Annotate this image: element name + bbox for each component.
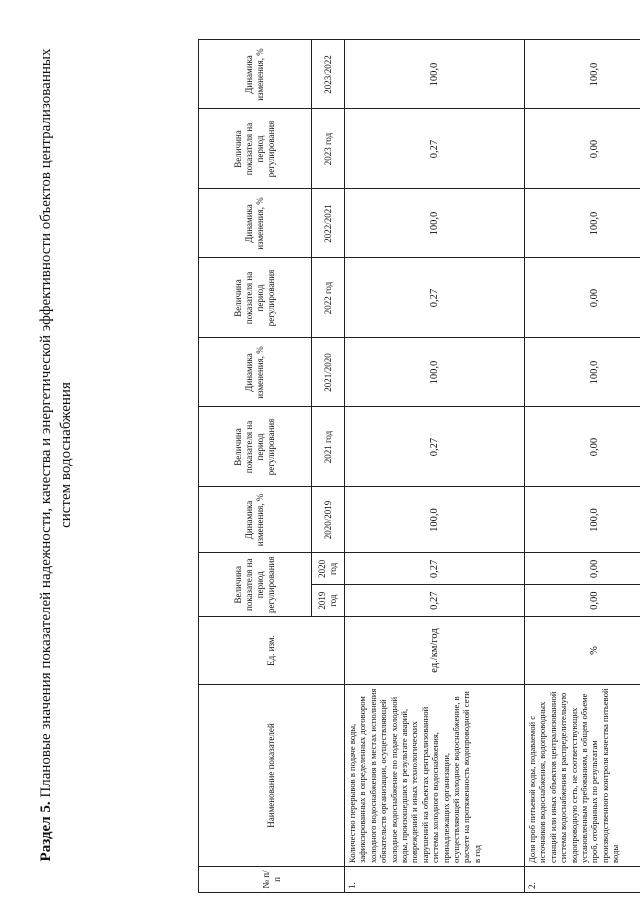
- row-value-2019: 0,00: [525, 585, 640, 617]
- section-title: [36, 45, 76, 865]
- row-indicator-name: Доля проб питьевой воды, подаваемой с источников водоснабжения, водопроводных станций или иных объектов централизованной системы водоснабжения в распределительную водопроводную сеть, не соответствующих установленным требованиям, в общем объеме проб, отобранных по результатам производственного контроля качества питьевой воды: [525, 685, 640, 867]
- row-dyn-2022: 100,0: [345, 189, 525, 258]
- header-year-2021: 2021 год: [312, 407, 345, 487]
- title-line-1: Плановые значения показателей надежности, качества и энергетической эффективности объектов централизованных: [38, 48, 54, 802]
- row-value-2023: 0,00: [525, 109, 640, 189]
- header-value-2022: Величина показателя на период регулирования: [199, 258, 312, 338]
- row-indicator-name: Количество перерывов в подаче воды, зафиксированных в определенных договором холодного водоснабжения в местах исполнения обязательств организации, осуществляющей холодное водоснабжение по подаче холодной воды, произошедших в результате аварий, повреждений и иных технологических нарушений на объектах централизованной системы холодного водоснабжения, принадлежащих организации, осуществляющей холодное водоснабжение, в расчете на протяженность водопроводной сети в год: [345, 685, 525, 867]
- row-num: 2.: [525, 867, 640, 893]
- row-unit: ед./км/год: [345, 617, 525, 685]
- row-num: 1.: [345, 867, 525, 893]
- header-value-2023: Величина показателя на период регулирования: [199, 109, 312, 189]
- header-year-2023: 2023 год: [312, 109, 345, 189]
- header-unit: Ед. изм.: [199, 617, 345, 685]
- row-dyn-2023: 100,0: [345, 40, 525, 109]
- header-dyn-2020: Динамика изменения, %: [199, 487, 312, 553]
- header-period-2022: 2022/2021: [312, 189, 345, 258]
- header-value-2021: Величина показателя на период регулирования: [199, 407, 312, 487]
- row-value-2023: 0,27: [345, 109, 525, 189]
- row-value-2020: 0,27: [345, 553, 525, 585]
- indicators-table: [198, 40, 640, 894]
- table-row: [345, 40, 525, 893]
- row-value-2019: 0,27: [345, 585, 525, 617]
- header-dyn-2021: Динамика изменения, %: [199, 338, 312, 407]
- row-dyn-2020: 100,0: [345, 487, 525, 553]
- row-value-2022: 0,00: [525, 258, 640, 338]
- header-year-2022: 2022 год: [312, 258, 345, 338]
- row-value-2020: 0,00: [525, 553, 640, 585]
- header-name: Наименование показателей: [199, 685, 345, 867]
- row-unit: %: [525, 617, 640, 685]
- row-dyn-2020: 100,0: [525, 487, 640, 553]
- section-label: Раздел 5.: [38, 801, 54, 862]
- row-dyn-2022: 100,0: [525, 189, 640, 258]
- header-period-2023: 2023/2022: [312, 40, 345, 109]
- header-dyn-2023: Динамика изменения, %: [199, 40, 312, 109]
- header-num: № п/п: [199, 867, 345, 893]
- row-value-2021: 0,00: [525, 407, 640, 487]
- row-dyn-2021: 100,0: [525, 338, 640, 407]
- header-row-1: [199, 40, 312, 893]
- header-period-2020: 2020/2019: [312, 487, 345, 553]
- row-value-2021: 0,27: [345, 407, 525, 487]
- header-dyn-2022: Динамика изменения, %: [199, 189, 312, 258]
- header-value-2019-2020: Величина показателя на период регулирования: [199, 553, 312, 617]
- header-year-2020: 2020 год: [312, 553, 345, 585]
- table-row: [525, 40, 640, 893]
- header-period-2021: 2021/2020: [312, 338, 345, 407]
- row-dyn-2021: 100,0: [345, 338, 525, 407]
- row-value-2022: 0,27: [345, 258, 525, 338]
- header-year-2019: 2019 год: [312, 585, 345, 617]
- title-line-2: систем водоснабжения: [58, 382, 74, 528]
- row-dyn-2023: 100,0: [525, 40, 640, 109]
